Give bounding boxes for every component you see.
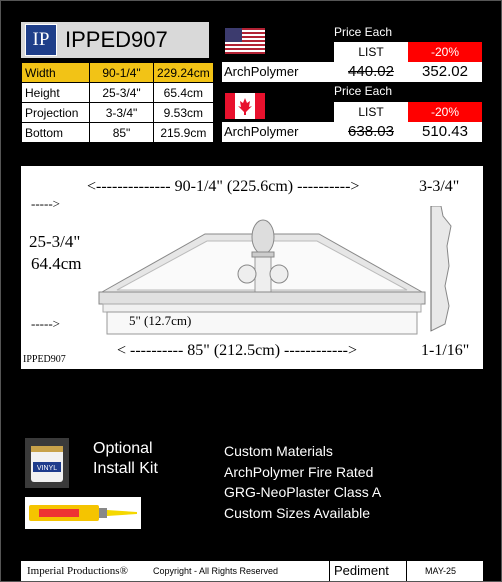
footer bbox=[21, 561, 483, 581]
canada-flag-icon bbox=[225, 93, 265, 119]
footer-divider bbox=[329, 561, 330, 581]
dimension-metric: 9.53cm bbox=[154, 103, 214, 123]
side-profile-drawing bbox=[427, 206, 455, 336]
ca-price-title: Price Each bbox=[334, 84, 393, 98]
feature-item: ArchPolymer Fire Rated bbox=[224, 463, 374, 480]
dimension-row-width bbox=[22, 63, 214, 83]
company-logo: IP bbox=[25, 24, 57, 56]
ca-list-price: 638.03 bbox=[334, 122, 408, 142]
feature-item: Custom Sizes Available bbox=[224, 504, 371, 521]
us-list-label: LIST bbox=[334, 42, 408, 62]
vinyl-label: VINYL bbox=[36, 465, 58, 472]
usa-flag-icon bbox=[225, 28, 265, 54]
us-brand-label: ArchPolymer bbox=[222, 62, 334, 82]
dimension-metric: 215.9cm bbox=[154, 123, 214, 143]
us-discount-badge: -20% bbox=[408, 42, 482, 62]
copyright-text: Copyright - All Rights Reserved bbox=[153, 566, 279, 576]
features-list bbox=[224, 441, 381, 523]
dimension-row-height bbox=[22, 83, 214, 103]
install-kit-line1: Optional bbox=[93, 440, 153, 457]
dimension-label: Width bbox=[22, 63, 90, 83]
dimension-inches: 25-3/4" bbox=[90, 83, 154, 103]
dimension-metric: 65.4cm bbox=[154, 83, 214, 103]
product-category: Pediment bbox=[334, 563, 389, 578]
product-header bbox=[21, 22, 209, 58]
footer-divider bbox=[406, 561, 407, 581]
technical-drawing bbox=[21, 166, 483, 369]
bottom-dimension: < ---------- 85" (212.5cm) ------------> bbox=[117, 342, 357, 359]
dimension-row-projection bbox=[22, 103, 214, 123]
us-list-price: 440.02 bbox=[334, 62, 408, 82]
us-price-title: Price Each bbox=[334, 25, 393, 39]
adhesive-tub-image bbox=[25, 438, 69, 488]
revision-date: MAY-25 bbox=[425, 566, 457, 576]
feature-item: GRG-NeoPlaster Class A bbox=[224, 484, 382, 500]
feature-item: Custom Materials bbox=[224, 443, 333, 459]
company-name: Imperial Productions® bbox=[27, 565, 128, 577]
ca-list-label: LIST bbox=[334, 102, 408, 122]
top-arrow: -----> bbox=[31, 196, 60, 211]
height-metric: 64.4cm bbox=[31, 254, 82, 273]
dimension-row-bottom bbox=[22, 123, 214, 143]
ca-discount-badge: -20% bbox=[408, 102, 482, 122]
product-sku: IPPED907 bbox=[65, 27, 168, 52]
dimension-label: Bottom bbox=[22, 123, 90, 143]
dimension-inches: 90-1/4" bbox=[90, 63, 154, 83]
frieze-height-label: 5" (12.7cm) bbox=[129, 313, 192, 328]
dimensions-table bbox=[21, 62, 214, 143]
drawing-sku: IPPED907 bbox=[23, 354, 66, 365]
projection-dimension: 3-3/4" bbox=[419, 178, 460, 195]
height-dimension: 25-3/4" bbox=[29, 232, 81, 251]
width-dimension: <-------------- 90-1/4" (225.6cm) ----------> bbox=[87, 178, 360, 195]
sealant-tube-image bbox=[25, 497, 141, 529]
bottom-arrow: -----> bbox=[31, 316, 60, 331]
dimension-inches: 3-3/4" bbox=[90, 103, 154, 123]
dimension-label: Projection bbox=[22, 103, 90, 123]
dimension-label: Height bbox=[22, 83, 90, 103]
install-kit-label bbox=[93, 439, 158, 479]
dimension-metric: 229.24cm bbox=[154, 63, 214, 83]
ca-sale-price: 510.43 bbox=[408, 122, 482, 142]
install-kit-line2: Install Kit bbox=[93, 460, 158, 477]
side-dimension: 1-1/16" bbox=[421, 342, 470, 359]
dimension-inches: 85" bbox=[90, 123, 154, 143]
ca-brand-label: ArchPolymer bbox=[222, 122, 334, 142]
us-sale-price: 352.02 bbox=[408, 62, 482, 82]
